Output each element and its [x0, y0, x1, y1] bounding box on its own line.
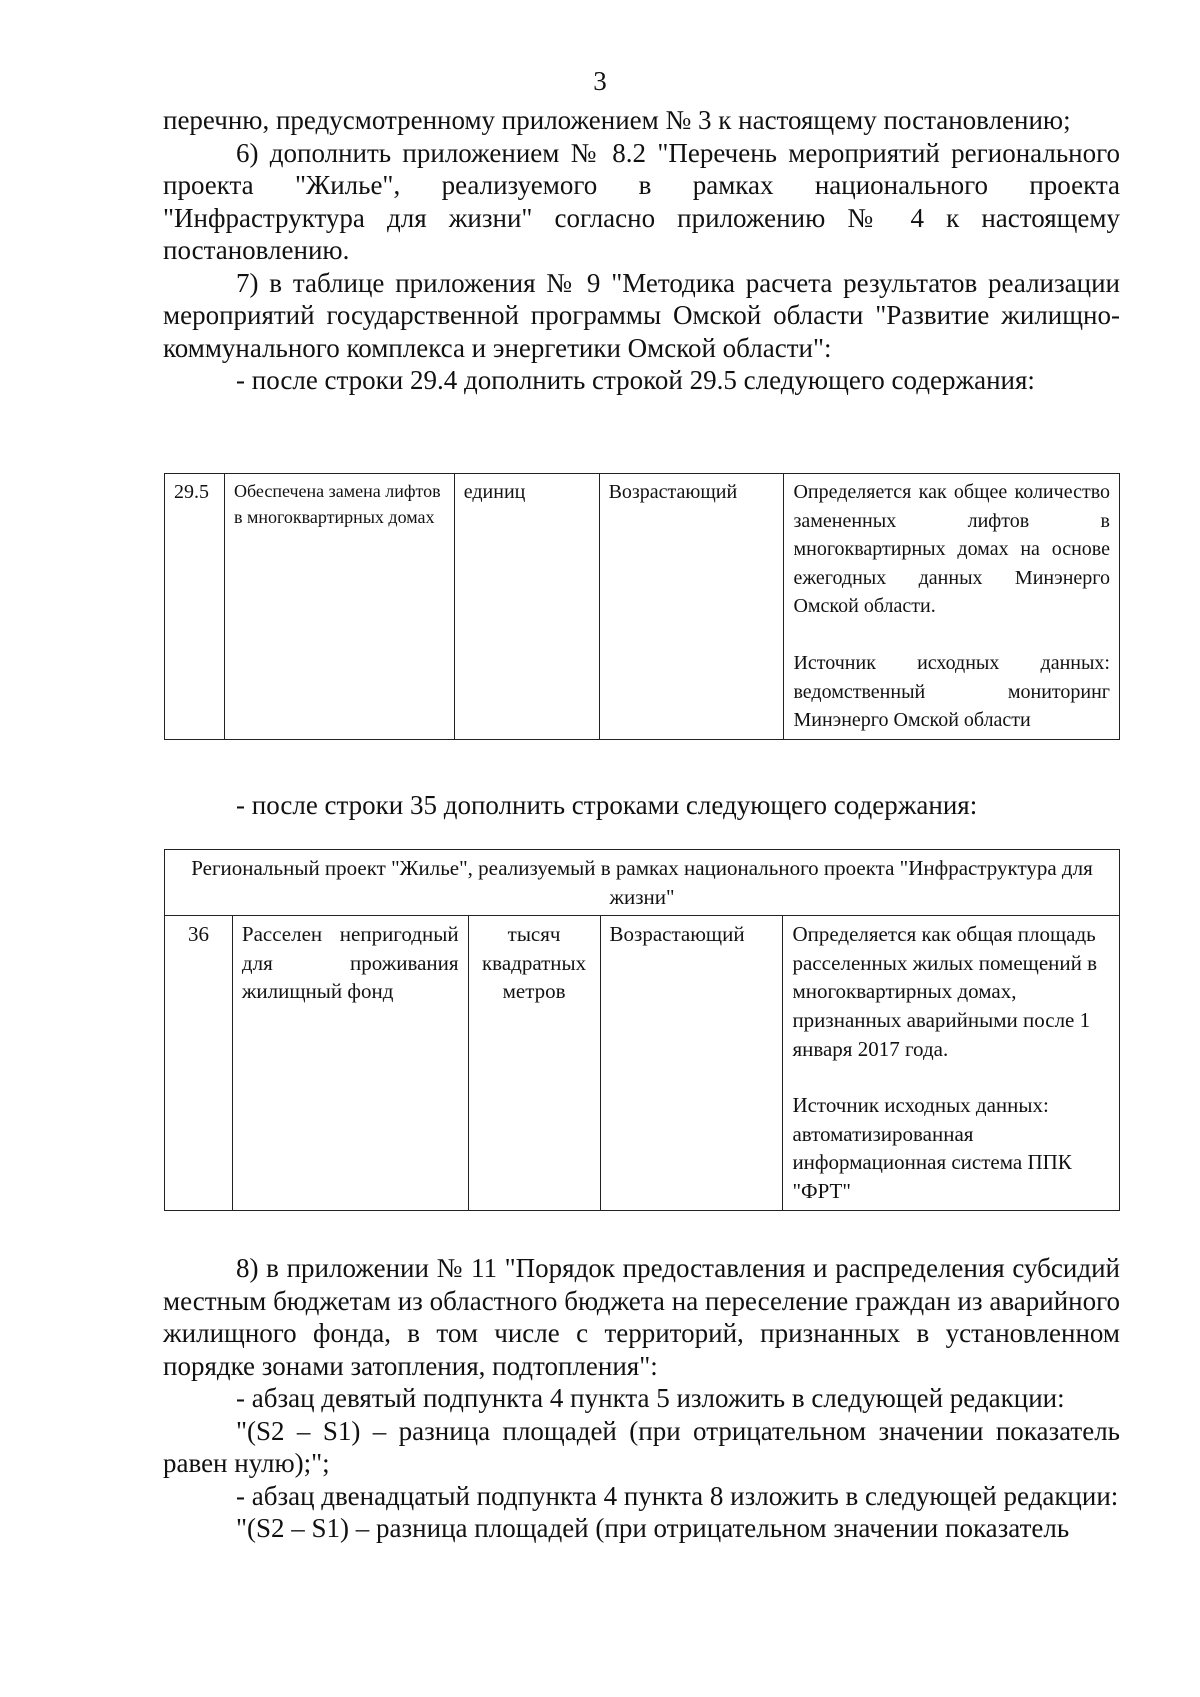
- method-text: Определяется как общая площадь расселенных жилых помещений в многоквартирных домах, признанных аварийными после 1 января 2017 года.: [792, 922, 1098, 1061]
- method-cell: [784, 474, 1120, 740]
- row-number: 36: [165, 916, 233, 1210]
- paragraph-12-instruction: - абзац двенадцатый подпункта 4 пункта 8 изложить в следующей редакции:: [236, 1480, 1119, 1511]
- text-block-top: [163, 104, 1120, 397]
- method-text: Определяется как общее количество замененных лифтов в многоквартирных домах на основе ежегодных данных Минэнерго Омской области.: [793, 481, 1110, 618]
- formula-2: "(S2 – S1) – разница площадей (при отрицательном значении показатель: [236, 1513, 1070, 1543]
- item-7-paragraph: 7) в таблице приложения № 9 "Методика расчета результатов реализации мероприятий государственной программы Омской области "Развитие жилищно-коммунального комплекса и энергетики Омской области":: [163, 267, 1120, 363]
- page-number: 3: [593, 66, 607, 96]
- formula-1: "(S2 – S1) – разница площадей (при отрицательном значении показатель равен нулю);";: [163, 1415, 1120, 1478]
- item-6-paragraph: 6) дополнить приложением № 8.2 "Перечень мероприятий регионального проекта "Жилье", реализуемого в рамках национального проекта "Инфраструктура для жизни" согласно приложению № 4 к настоящему постановлению.: [163, 137, 1120, 265]
- indicator-name: Обеспечена замена лифтов в многоквартирных домах: [224, 474, 454, 740]
- trend-cell: Возрастающий: [600, 916, 783, 1210]
- indicator-name: Расселен непригодный для проживания жилищный фонд: [232, 916, 468, 1210]
- regional-project-caption: Региональный проект "Жилье", реализуемый в рамках национального проекта "Инфраструктура для жизни": [165, 850, 1120, 916]
- text-block-bottom: [163, 1252, 1120, 1545]
- trend-cell: Возрастающий: [599, 474, 784, 740]
- after-row-35-paragraph: - после строки 35 дополнить строками следующего содержания:: [236, 790, 978, 820]
- source-text: Источник исходных данных: ведомственный мониторинг Минэнерго Омской области: [793, 651, 1110, 732]
- unit-cell: тысяч квадратных метров: [468, 916, 600, 1210]
- intro-paragraph: перечню, предусмотренному приложением № 3 к настоящему постановлению;: [163, 105, 1071, 135]
- unit-cell: единиц: [454, 474, 599, 740]
- table-row-29-5: [164, 473, 1120, 740]
- table-row: [165, 474, 1120, 740]
- item-8-paragraph: 8) в приложении № 11 "Порядок предоставления и распределения субсидий местным бюджетам из областного бюджета на переселение граждан из аварийного жилищного фонда, в том числе с территорий, признанных в установленном порядке зонами затопления, подтопления":: [163, 1253, 1120, 1381]
- method-cell: [783, 916, 1120, 1210]
- text-after-35: [163, 789, 1120, 822]
- paragraph-9-instruction: - абзац девятый подпункта 4 пункта 5 изложить в следующей редакции:: [236, 1383, 1065, 1413]
- source-text: Источник исходных данных: автоматизированная информационная система ППК "ФРТ": [792, 1093, 1072, 1203]
- table-caption-row: [165, 850, 1120, 916]
- row-number: 29.5: [165, 474, 225, 740]
- table-row: [165, 916, 1120, 1210]
- after-row-29-4-paragraph: - после строки 29.4 дополнить строкой 29.5 следующего содержания:: [236, 365, 1035, 395]
- table-row-36: [164, 849, 1120, 1211]
